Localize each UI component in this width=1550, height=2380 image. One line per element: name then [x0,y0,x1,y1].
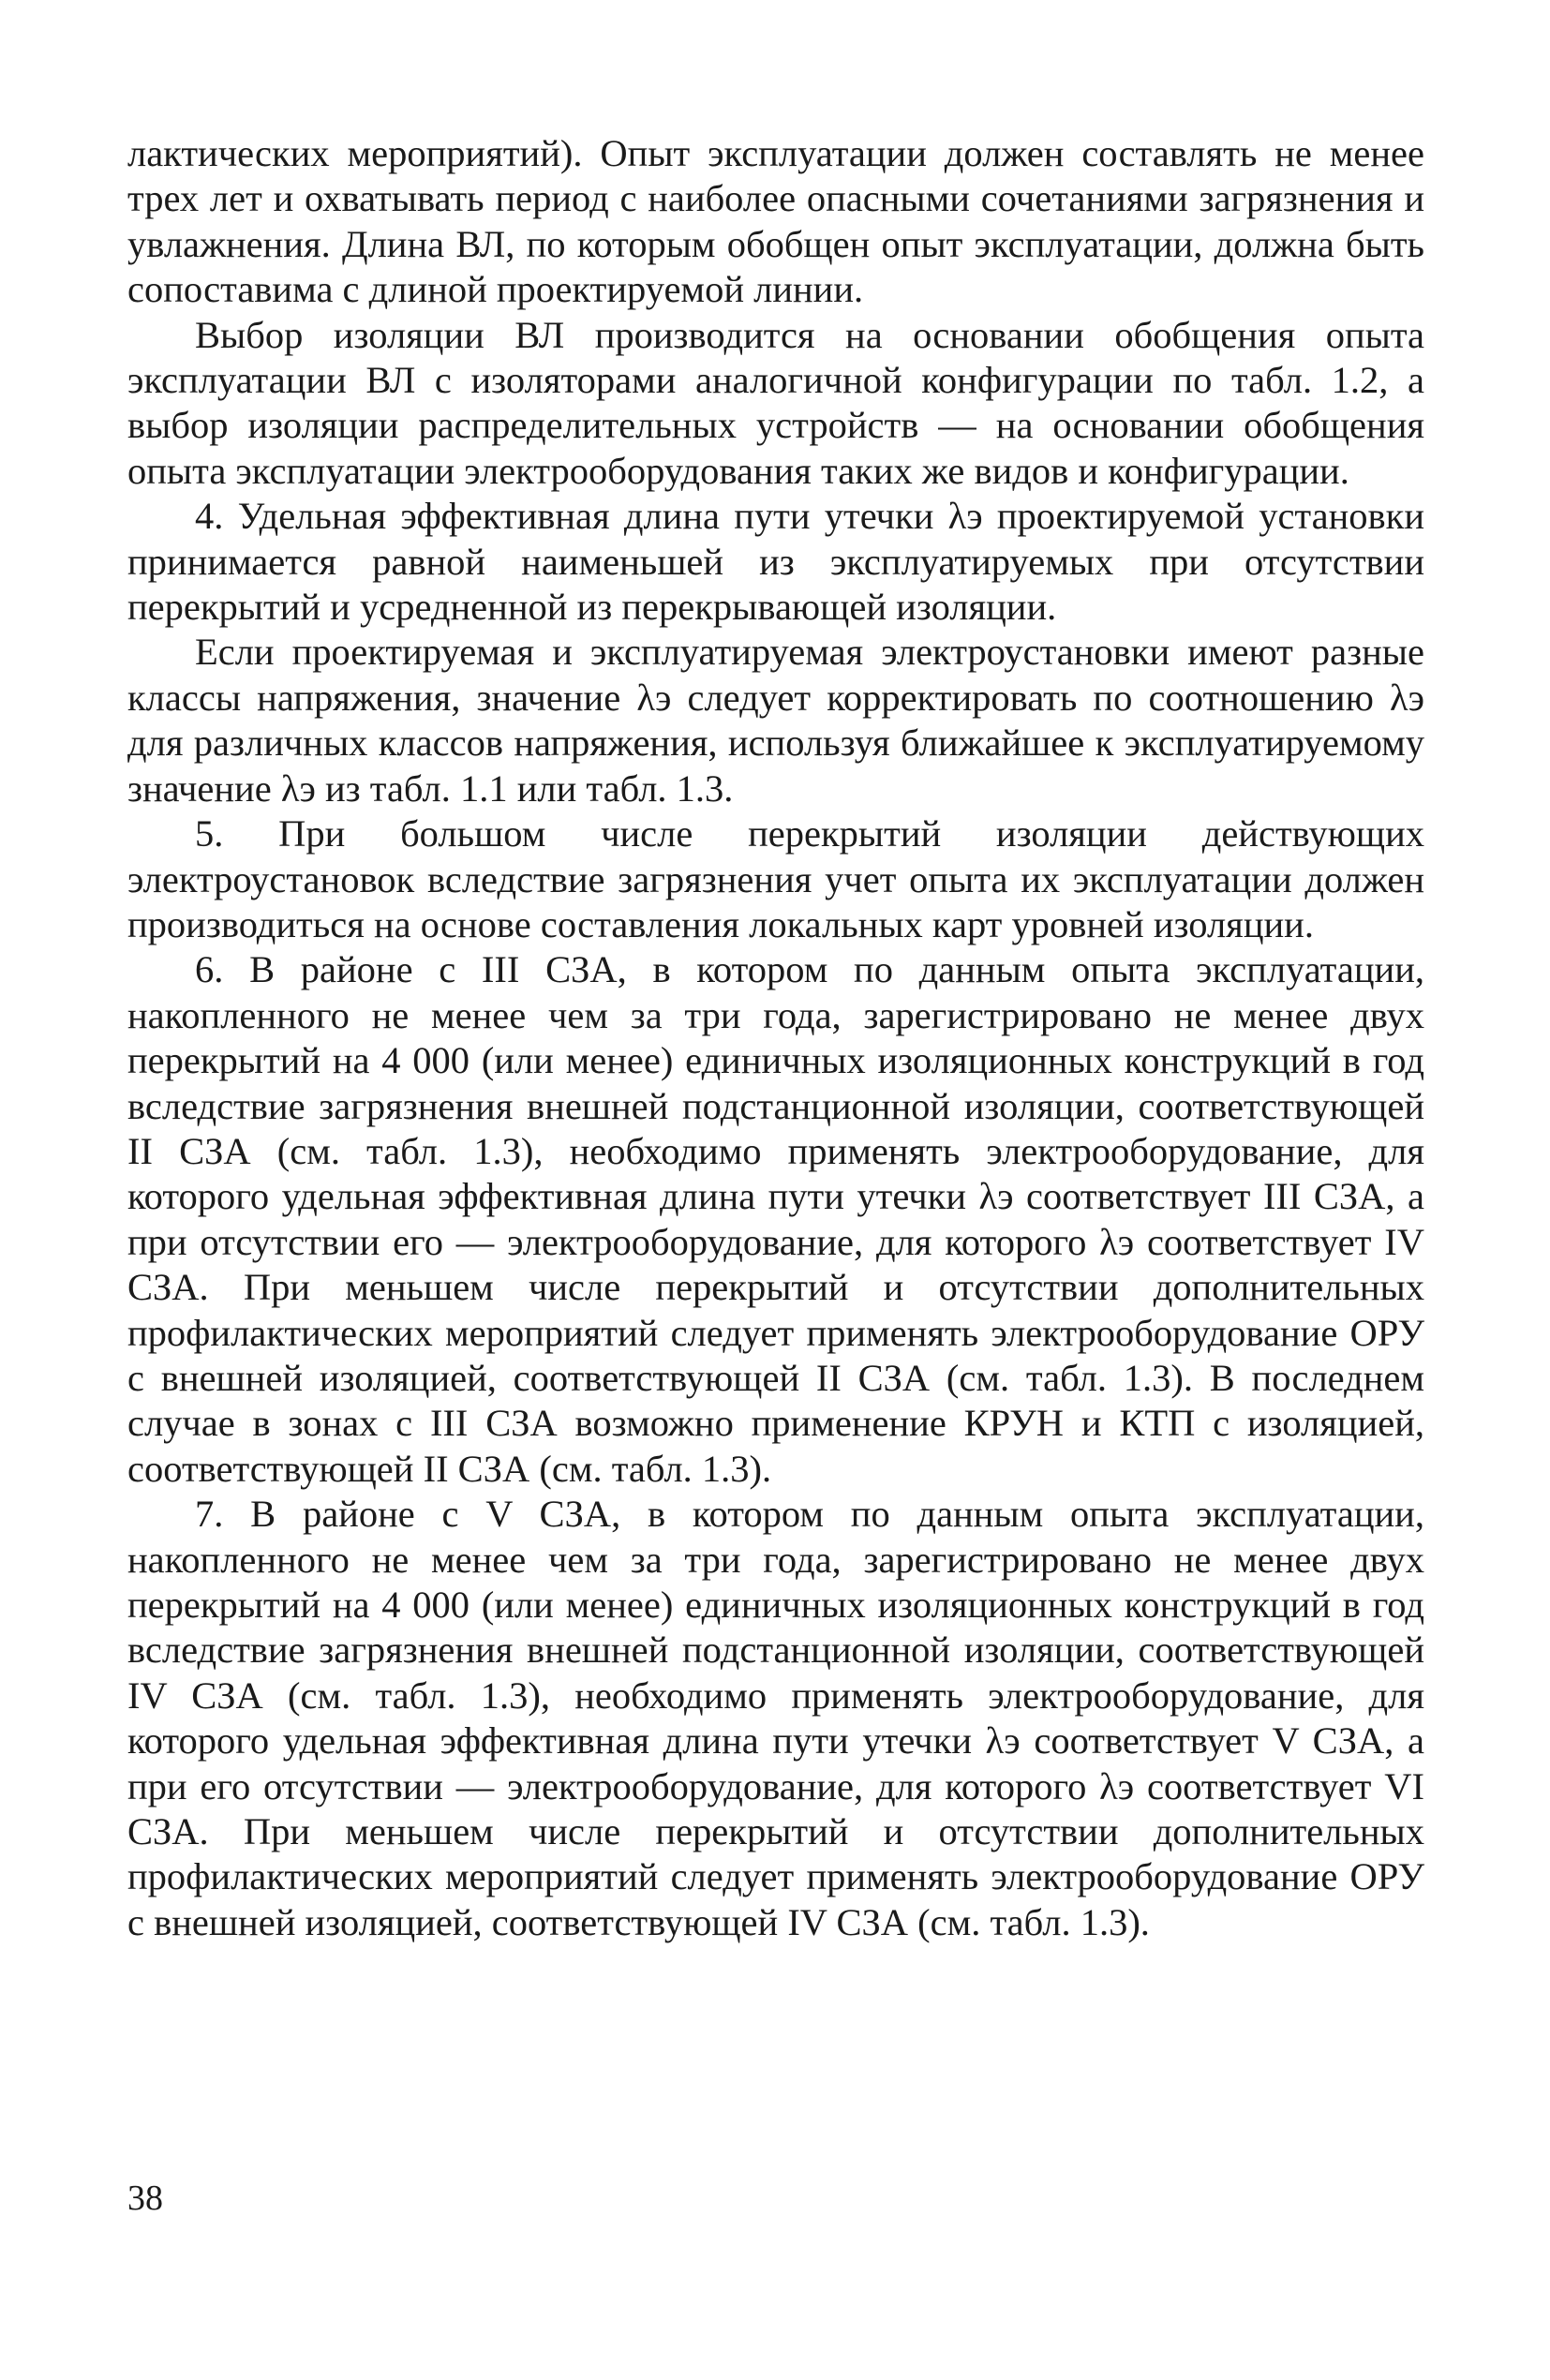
page-number: 38 [127,2179,163,2218]
paragraph-item-6: 6. В районе с III СЗА, в котором по данным опыта эксплуатации, накопленного не менее чем за три года, зарегистрировано не менее двух перекрытий на 4 000 (или менее) единичных изоляционных конструкций в год вследствие загрязнения внешней подстанционной изоляции, соответствующей II СЗА (см. табл. 1.3), необходимо применять электрооборудование, для которого удельная эффективная длина пути утечки λэ соответствует III СЗА, а при отсутствии его — электрооборудование, для которого λэ соответствует IV СЗА. При меньшем числе перекрытий и отсутствии дополнительных профилактических мероприятий следует применять электрооборудование ОРУ с внешней изоляцией, соответствующей II СЗА (см. табл. 1.3). В последнем случае в зонах с III СЗА возможно применение КРУН и КТП с изоляцией, соответствующей II СЗА (см. табл. 1.3). [127,948,1424,1490]
paragraph-insulation-choice: Выбор изоляции ВЛ производится на основании обобщения опыта эксплуатации ВЛ с изоляторами аналогичной конфигурации по табл. 1.2, а выбор изоляции распределительных устройств — на основании обобщения опыта эксплуатации электрооборудования таких же видов и конфигурации. [127,313,1424,492]
paragraph-continuation: лактических мероприятий). Опыт эксплуатации должен составлять не менее трех лет и охватывать период с наиболее опасными сочетаниями загрязнения и увлажнения. Длина ВЛ, по которым обобщен опыт эксплуатации, должна быть сопоставима с длиной проектируемой линии. [127,132,1424,311]
paragraph-item-7: 7. В районе с V СЗА, в котором по данным опыта эксплуатации, накопленного не менее чем за три года, зарегистрировано не менее двух перекрытий на 4 000 (или менее) единичных изоляционных конструкций в год вследствие загрязнения внешней подстанционной изоляции, соответствующей IV СЗА (см. табл. 1.3), необходимо применять электрооборудование, для которого удельная эффективная длина пути утечки λэ соответствует V СЗА, а при его отсутствии — электрооборудование, для которого λэ соответствует VI СЗА. При меньшем числе перекрытий и отсутствии дополнительных профилактических мероприятий следует применять электрооборудование ОРУ с внешней изоляцией, соответствующей IV СЗА (см. табл. 1.3). [127,1493,1424,1943]
paragraph-item-5: 5. При большом числе перекрытий изоляции действующих электроустановок вследствие загрязнения учет опыта их эксплуатации должен производиться на основе составления локальных карт уровней изоляции. [127,812,1424,945]
paragraph-item-4: 4. Удельная эффективная длина пути утечки λэ проектируемой установки принимается равной наименьшей из эксплуатируемых при отсутствии перекрытий и усредненной из перекрывающей изоляции. [127,495,1424,629]
body-text [127,131,1424,1945]
paragraph-voltage-classes: Если проектируемая и эксплуатируемая электроустановки имеют разные классы напряжения, значение λэ следует корректировать по соотношению λэ для различных классов напряжения, используя ближайшее к эксплуатируемому значение λэ из табл. 1.1 или табл. 1.3. [127,631,1424,810]
